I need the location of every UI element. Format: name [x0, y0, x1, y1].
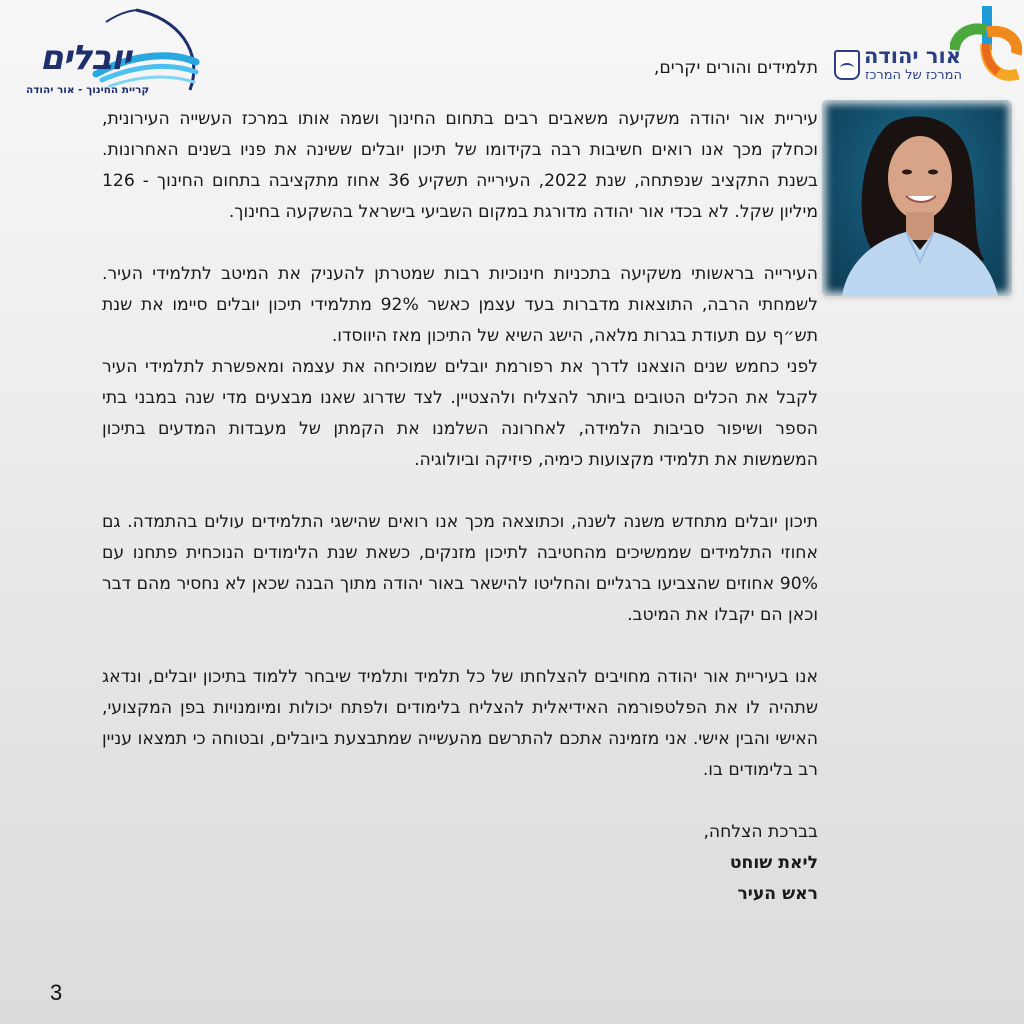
closing-greeting: בברכת הצלחה, [703, 822, 818, 842]
portrait-image [822, 100, 1012, 296]
paragraph-commitment: אנו בעיריית אור יהודה מחויבים להצלחתו של כל תלמיד ותלמיד שיבחר ללמוד בתיכון יובלים, ונדאג שתהיה לו את הפלטפורמה האידיאלית להצליח בלימודים ולפתח יכולות ומיומנויות בפן המקצועי, האישי והבין אישי. אני מזמינה אתכם להתרשם מהעשייה שמתבצעת ביובלים, ובטוחה כי תמצאו עניין רב בלימודים בו. [102, 667, 818, 780]
paragraph-programs: העירייה בראשותי משקיעה בתכניות חינוכיות רבות שמטרתן להעניק את המיטב לתלמידי העיר. לשמחתי הרבה, התוצאות מדברות בעד עצמן כאשר 92% מתלמידי תיכון יובלים סיימו את שנת תש״ף עם תעודת בגרות מלאה, הישג השיא של התיכון מאז היווסדו. [102, 264, 819, 346]
yuvalim-wordmark: יובלים [40, 38, 131, 78]
signature-title: ראש העיר [737, 884, 818, 904]
or-yehuda-subtitle: המרכז של המרכז [865, 68, 962, 83]
paragraph-budget: עיריית אור יהודה משקיעה משאבים רבים בתחום החינוך ושמה אותו במרכז העשייה העירונית, וכחלק מכך אנו רואים חשיבות רבה בקידומו של תיכון יובלים ששינה את פניו בשנים האחרונות. בשנת התקציב שנפתחה, שנת 2022, העירייה תשקיע 36 אחוז מתקציבה בתחום החינוך - 126 מיליון שקל. לא בכדי אור יהודה מדורגת במקום השביעי בישראל בהשקעה בחינוך. [102, 109, 818, 222]
page-number: 3 [50, 980, 63, 1005]
letter-body [102, 50, 818, 910]
yuvalim-tagline: קריית החינוך - אור יהודה [26, 84, 150, 96]
signature-name: ליאת שוחט [729, 853, 818, 873]
mayor-photo [822, 100, 1012, 296]
or-yehuda-mark-icon [950, 4, 1022, 84]
paragraph-reform: לפני כחמש שנים הוצאנו לדרך את רפורמת יובלים שמוכיחה את עצמה ומאפשרת לתלמידי העיר לקבל את הכלים הטובים ביותר להצליח ולהצטיין. לצד שדרוג שאנו מבצעים מדי שנה במבני בתי הספר ושיפור סביבות הלמידה, לאחרונה השלמנו את הקמתן של מעבדות המדעים בתיכון המשמשות את תלמידי מקצועות כימיה, פיזיקה וביולוגיה. [102, 357, 818, 470]
closing-block [102, 817, 818, 910]
or-yehuda-logo [824, 0, 1024, 90]
or-yehuda-title: אור יהודה [864, 44, 962, 68]
greeting: תלמידים והורים יקרים, [653, 58, 818, 78]
city-emblem-icon [834, 50, 860, 80]
paragraph-achievements: תיכון יובלים מתחדש משנה לשנה, וכתוצאה מכך אנו רואים שהישגי התלמידים עולים בהתמדה. גם אחוזי התלמידים שממשיכים מהחטיבה לתיכון מזנקים, כשאת שנת הלימודים הנוכחית פתחנו עם 90% אחוזים שהצביעו ברגליים והחליטו להישאר באור יהודה מתוך הבנה שכאן לא נחסיר מהם דבר וכאן הם יקבלו את המיטב. [102, 512, 818, 625]
